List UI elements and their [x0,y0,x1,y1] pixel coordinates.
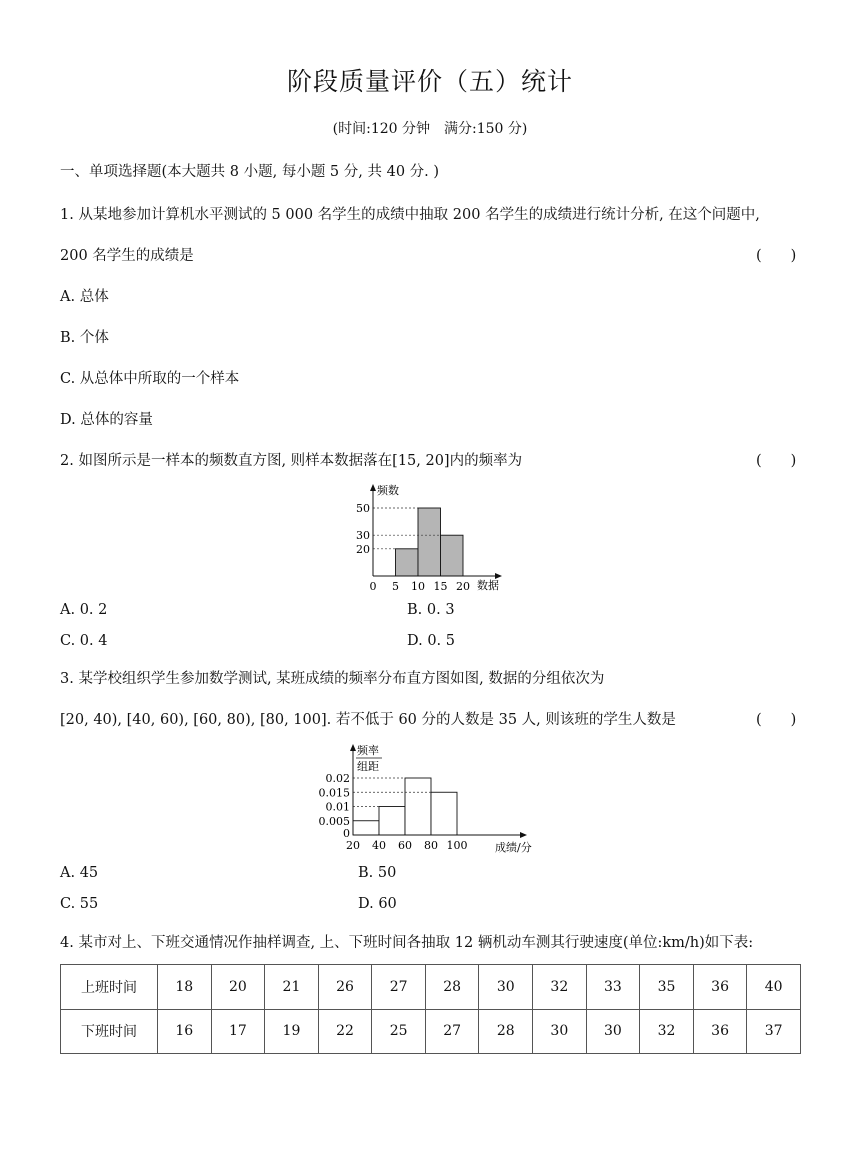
frequency-histogram [355,480,515,595]
table-row-evening [61,1009,801,1054]
y-axis-arrow [350,744,356,751]
table-cell: 16 [158,1009,212,1054]
table-cell: 17 [211,1009,265,1054]
page-title: 阶段质量评价（五）统计 [286,67,573,96]
table-cell: 27 [425,1009,479,1054]
q3-option-d: D. 60 [358,896,397,912]
histogram-bar [379,807,405,836]
table-cell: 30 [586,1009,640,1054]
q2-option-a: A. 0. 2 [60,602,108,618]
histogram-bar [431,792,457,835]
q3-option-b: B. 50 [358,865,397,881]
q3-option-a: A. 45 [60,865,99,881]
origin-label: 0 [343,827,350,840]
x-tick-label: 20 [346,839,360,852]
y-tick-label: 50 [356,502,370,515]
table-cell: 28 [425,965,479,1010]
table-cell: 32 [640,1009,694,1054]
table-cell: 19 [265,1009,319,1054]
histogram-bar [418,508,441,576]
q1-stem-line2: 200 名学生的成绩是 [60,248,194,264]
q2-answer-paren: ( ) [756,453,797,469]
table-cell: 18 [158,965,212,1010]
q3-answer-paren: ( ) [756,712,797,728]
y-tick-label: 0.015 [318,786,350,800]
q3-option-c: C. 55 [60,896,99,912]
y-tick-label: 0.005 [318,814,350,828]
speed-table [60,964,801,1054]
row-header-evening: 下班时间 [61,1009,158,1054]
exam-info: (时间:120 分钟 满分:150 分) [332,121,528,137]
frequency-distribution-histogram [310,740,550,858]
y-tick-label: 30 [356,529,370,543]
y-axis-label: 频数 [377,484,399,497]
q2-stem: 2. 如图所示是一样本的频数直方图, 则样本数据落在[15, 20]内的频率为 [60,453,523,469]
q1-option-b: B. 个体 [60,330,109,346]
q1-option-c: C. 从总体中所取的一个样本 [60,371,240,387]
table-cell: 21 [265,965,319,1010]
x-axis-label: 数据 [477,579,499,592]
row-header-morning: 上班时间 [61,965,158,1010]
table-cell: 26 [318,965,372,1010]
y-axis-arrow [370,484,376,491]
table-cell: 25 [372,1009,426,1054]
q1-option-a: A. 总体 [60,289,109,305]
table-cell: 35 [640,965,694,1010]
q4-stem: 4. 某市对上、下班交通情况作抽样调查, 上、下班时间各抽取 12 辆机动车测其行驶速度(单位:km/h)如下表: [60,935,754,951]
table-cell: 22 [318,1009,372,1054]
histogram-bar [353,821,379,835]
table-cell: 37 [747,1009,801,1054]
y-tick-label: 0.02 [325,772,350,785]
x-axis-label: 成绩/分 [495,841,532,854]
table-row-morning [61,965,801,1010]
table-cell: 28 [479,1009,533,1054]
histogram-bar [396,549,419,576]
table-cell: 33 [586,965,640,1010]
x-tick-label: 60 [398,839,412,852]
q3-stem-line2: [20, 40), [40, 60), [60, 80), [80, 100]. 若不低于 60 分的人数是 35 人, 则该班的学生人数是 [60,712,676,728]
x-tick-label: 100 [446,839,468,852]
x-tick-label: 40 [372,839,386,852]
table-cell: 30 [533,1009,587,1054]
y-tick-label: 20 [356,542,370,556]
y-tick-label: 0.01 [325,800,350,814]
table-cell: 32 [533,965,587,1010]
x-axis-arrow [520,832,527,838]
table-cell: 30 [479,965,533,1010]
q2-option-d: D. 0. 5 [407,633,455,649]
x-tick-label: 80 [424,839,438,852]
table-cell: 40 [747,965,801,1010]
section-heading: 一、单项选择题(本大题共 8 小题, 每小题 5 分, 共 40 分. ) [60,164,440,180]
x-tick-label: 0 [369,580,377,593]
x-tick-label: 15 [433,580,448,593]
x-tick-label: 20 [456,580,470,593]
q3-stem-line1: 3. 某学校组织学生参加数学测试, 某班成绩的频率分布直方图如图, 数据的分组依次为 [60,671,605,687]
q1-stem-line1: 1. 从某地参加计算机水平测试的 5 000 名学生的成绩中抽取 200 名学生的成绩进行统计分析, 在这个问题中, [60,207,760,223]
table-cell: 20 [211,965,265,1010]
table-cell: 36 [693,965,747,1010]
y-axis-label-bottom: 组距 [357,760,379,773]
q2-option-b: B. 0. 3 [407,602,455,618]
table-cell: 27 [372,965,426,1010]
q2-option-c: C. 0. 4 [60,633,108,649]
q1-answer-paren: ( ) [756,248,797,264]
y-axis-label-top: 频率 [357,744,379,757]
q1-option-d: D. 总体的容量 [60,412,153,428]
x-tick-label: 5 [392,580,399,593]
table-cell: 36 [693,1009,747,1054]
histogram-bar [405,778,431,835]
x-tick-label: 10 [411,580,425,593]
histogram-bar [441,535,464,576]
